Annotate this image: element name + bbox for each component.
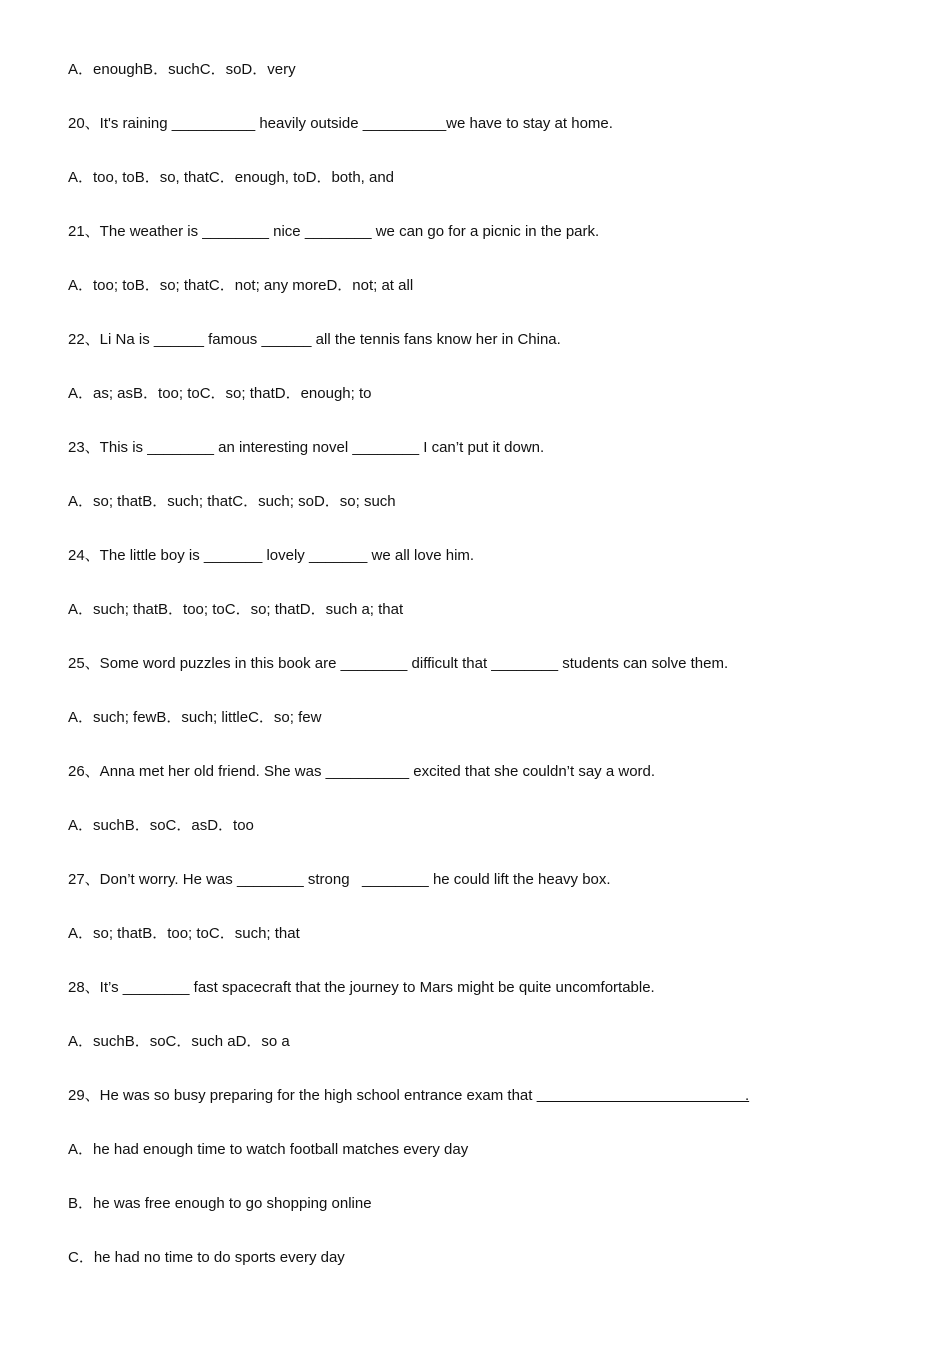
q29-option-c: C．he had no time to do sports every day <box>68 1249 345 1266</box>
q23-question: 23、This is ________ an interesting novel ________ I can’t put it down. <box>68 439 545 456</box>
q20-question: 20、It's raining __________ heavily outside __________we have to stay at home. <box>68 115 613 132</box>
q19-options: A．enoughB．suchC．soD．very <box>68 61 296 78</box>
q29-question-text: 29、He was so busy preparing for the high school entrance exam that <box>68 1087 537 1104</box>
q29-option-a: A．he had enough time to watch football matches every day <box>68 1141 469 1158</box>
q24-options: A．such; thatB．too; toC．so; thatD．such a; that <box>68 601 404 618</box>
q22-options: A．as; asB．too; toC．so; thatD．enough; to <box>68 385 372 402</box>
q21-options: A．too; toB．so; thatC．not; any moreD．not; at all <box>68 277 414 294</box>
q27-options: A．so; thatB．too; toC．such; that <box>68 925 300 942</box>
q24-question: 24、The little boy is _______ lovely _______ we all love him. <box>68 547 475 564</box>
q23-options: A．so; thatB．such; thatC．such; soD．so; such <box>68 493 396 510</box>
q26-question: 26、Anna met her old friend. She was __________ excited that she couldn’t say a word. <box>68 763 656 780</box>
q20-options: A．too, toB．so, thatC．enough, toD．both, and <box>68 169 395 186</box>
q28-question: 28、It’s ________ fast spacecraft that the journey to Mars might be quite uncomfortable. <box>68 979 655 996</box>
q22-question: 22、Li Na is ______ famous ______ all the tennis fans know her in China. <box>68 331 561 348</box>
q29-question <box>68 1086 749 1106</box>
q21-question: 21、The weather is ________ nice ________ we can go for a picnic in the park. <box>68 223 600 240</box>
q25-options: A．such; fewB．such; littleC．so; few <box>68 709 322 726</box>
q28-options: A．suchB．soC．such aD．so a <box>68 1033 290 1050</box>
q26-options: A．suchB．soC．asD．too <box>68 817 254 834</box>
q25-question: 25、Some word puzzles in this book are ________ difficult that ________ students can solve them. <box>68 655 729 672</box>
q29-answer-blank: . <box>536 1087 750 1104</box>
q27-question: 27、Don’t worry. He was ________ strong ________ he could lift the heavy box. <box>68 871 611 888</box>
q29-option-b: B．he was free enough to go shopping online <box>68 1195 372 1212</box>
